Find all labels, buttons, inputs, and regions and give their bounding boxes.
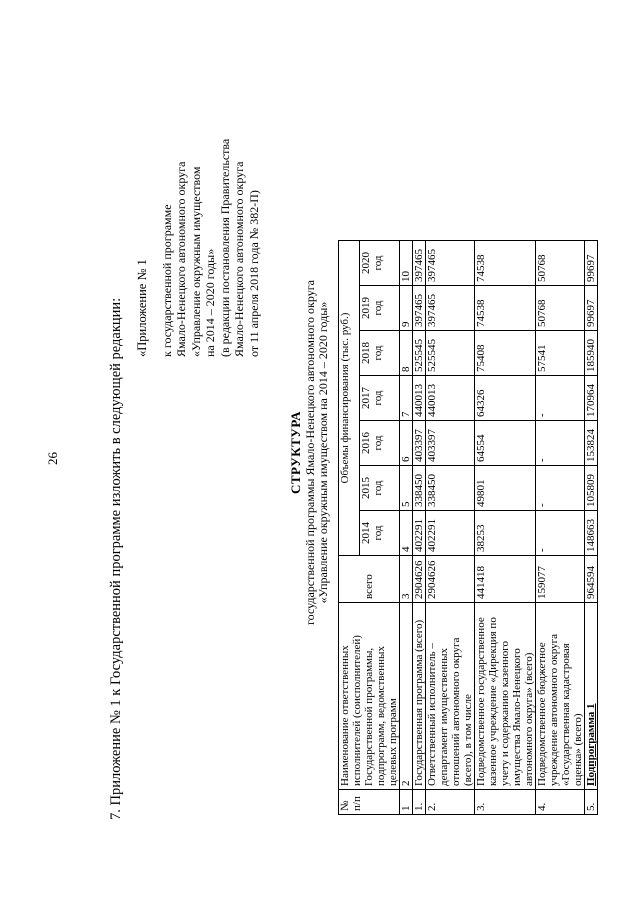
index-cell: 10 — [400, 241, 413, 286]
table-row — [536, 241, 585, 815]
value-cell: 75408 — [475, 331, 536, 376]
index-cell: 4 — [400, 511, 413, 556]
header-year: 2017 год — [359, 376, 399, 421]
value-cell: 2904626 — [413, 556, 426, 603]
value-cell: 525545 — [426, 331, 475, 376]
table-row — [585, 241, 598, 815]
document-titles — [288, 0, 330, 905]
value-cell: 99697 — [585, 241, 598, 286]
table-index-row — [400, 241, 413, 815]
row-name: Подведомственное государственное казенное учреждение «Дирекция по учету и содержанию казенного имущества Ямало-Ненецкого автономного округа» (всего) — [475, 603, 536, 790]
structure-subtitle-2: «Управление окружным имуществом на 2014 – 2020 годы» — [316, 301, 330, 604]
value-cell: 397465 — [426, 286, 475, 331]
value-cell: 57541 — [536, 331, 585, 376]
appendix-line: Ямало-Ненецкого автономного округа — [232, 161, 246, 357]
value-cell: 153824 — [585, 421, 598, 466]
value-cell: - — [536, 466, 585, 511]
header-year: 2015 год — [359, 466, 399, 511]
value-cell: 397465 — [413, 286, 426, 331]
value-cell: 441418 — [475, 556, 536, 603]
row-number: 1. — [413, 790, 426, 815]
appendix-line: «Управление окружным имуществом — [188, 166, 203, 357]
row-number: 2. — [426, 790, 475, 815]
header-year: 2019 год — [359, 286, 399, 331]
appendix-line: к государственной программе — [159, 204, 174, 357]
header-year: 2016 год — [359, 421, 399, 466]
index-cell: 7 — [400, 376, 413, 421]
header-year: 2020 год — [359, 241, 399, 286]
value-cell: 159077 — [536, 556, 585, 603]
table-header-row — [339, 241, 360, 815]
page-number: 26 — [45, 452, 60, 465]
structure-title: СТРУКТУРА — [288, 410, 303, 495]
structure-subtitle-1: государственной программы Ямало-Ненецкого автономного округа — [303, 280, 317, 625]
value-cell: 397465 — [413, 241, 426, 286]
row-name: Подведомственное бюджетное учреждение автономного округа «Государственная кадастровая оценка» (всего) — [536, 603, 585, 790]
value-cell: - — [536, 511, 585, 556]
value-cell: 525545 — [413, 331, 426, 376]
value-cell: 2904626 — [426, 556, 475, 603]
index-cell: 5 — [400, 466, 413, 511]
value-cell: 64554 — [475, 421, 536, 466]
value-cell: 440013 — [413, 376, 426, 421]
table-row — [426, 241, 475, 815]
value-cell: 148663 — [585, 511, 598, 556]
value-cell: 402291 — [426, 511, 475, 556]
index-cell: 3 — [400, 556, 413, 603]
value-cell: 50768 — [536, 241, 585, 286]
value-cell: - — [536, 376, 585, 421]
row-name: Подпрограмма 1 — [585, 603, 598, 790]
value-cell: 403397 — [426, 421, 475, 466]
value-cell: 185940 — [585, 331, 598, 376]
index-cell: 6 — [400, 421, 413, 466]
row-number: 4. — [536, 790, 585, 815]
row-name: Государственная программа (всего) — [413, 603, 426, 790]
value-cell: - — [536, 421, 585, 466]
table-row — [413, 241, 426, 815]
value-cell: 338450 — [413, 466, 426, 511]
header-year: 2014 год — [359, 511, 399, 556]
index-cell: 9 — [400, 286, 413, 331]
funding-table — [338, 240, 598, 815]
value-cell: 74538 — [475, 241, 536, 286]
index-cell: 8 — [400, 331, 413, 376]
value-cell: 38253 — [475, 511, 536, 556]
header-year: 2018 год — [359, 331, 399, 376]
header-name: Наименование ответственных исполнителей (соисполнителей) Государственной программы, подпрограмм, ведомственных целевых программ — [339, 603, 400, 790]
appendix-block — [135, 139, 261, 357]
value-cell: 403397 — [413, 421, 426, 466]
value-cell: 964594 — [585, 556, 598, 603]
index-cell: 1 — [400, 790, 413, 815]
row-name: Ответственный исполнитель – департамент имущественных отношений автономного округа (всего), в том числе — [426, 603, 475, 790]
value-cell: 99697 — [585, 286, 598, 331]
value-cell: 440013 — [426, 376, 475, 421]
appendix-line: от 11 апреля 2018 года № 382-П) — [246, 190, 261, 357]
header-funding: Объемы финансирования (тыс. руб.) — [339, 241, 360, 556]
table-row — [475, 241, 536, 815]
row-number: 5. — [585, 790, 598, 815]
header-no: № п/п — [339, 790, 400, 815]
appendix-line: (в редакции постановления Правительства — [217, 138, 232, 357]
appendix-line: на 2014 – 2020 годы» — [203, 248, 217, 357]
value-cell: 338450 — [426, 466, 475, 511]
value-cell: 74538 — [475, 286, 536, 331]
value-cell: 50768 — [536, 286, 585, 331]
appendix-label: «Приложение № 1 — [135, 259, 149, 357]
header-total: всего — [339, 556, 400, 603]
row-number: 3. — [475, 790, 536, 815]
appendix-line: Ямало-Ненецкого автономного округа — [174, 161, 188, 357]
value-cell: 105809 — [585, 466, 598, 511]
value-cell: 64326 — [475, 376, 536, 421]
value-cell: 397465 — [426, 241, 475, 286]
intro-paragraph: 7. Приложение № 1 к Государственной программе изложить в следующей редакции: — [108, 297, 124, 820]
value-cell: 49801 — [475, 466, 536, 511]
value-cell: 402291 — [413, 511, 426, 556]
index-cell: 2 — [400, 603, 413, 790]
value-cell: 170964 — [585, 376, 598, 421]
